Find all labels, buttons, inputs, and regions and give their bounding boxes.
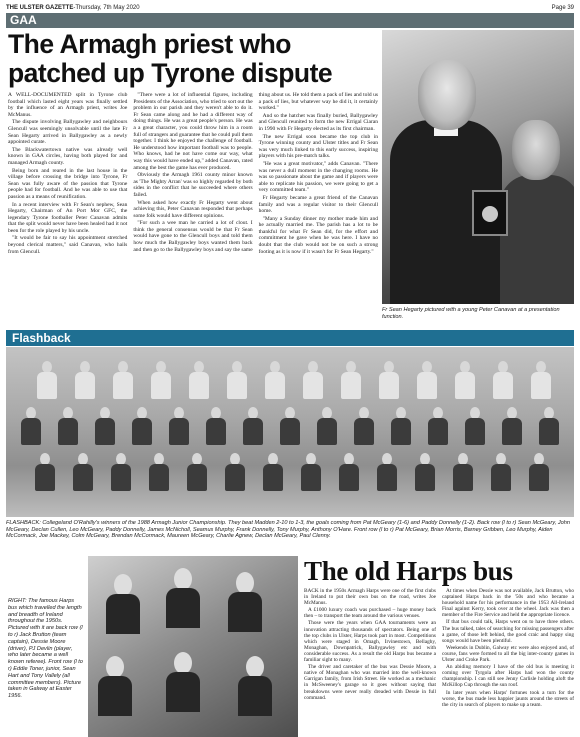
- story1-paragraph: The new Errigal soon became the top club in Tyrone winning county and Ulster titles and Fr Sean was very much linked to this early success, inspiring players with his pre-match talks.: [258, 133, 378, 160]
- flashback-bar: Flashback: [6, 330, 574, 346]
- team-player: [501, 407, 523, 445]
- team-player: [188, 361, 210, 399]
- boy-head: [512, 120, 560, 180]
- story1-paragraph: And so the hatchet was finally buried, Ballygawley and Glencull reunited to form the new Errigal Ciaran in 1990 with Fr Hegarty elected as its first chairman.: [258, 112, 378, 132]
- team-player: [427, 407, 449, 445]
- team-player: [340, 361, 362, 399]
- bus-photo-person: [238, 656, 272, 716]
- team-player: [262, 453, 284, 491]
- team-player: [150, 361, 172, 399]
- team-player: [72, 453, 94, 491]
- team-player: [338, 453, 360, 491]
- team-player: [34, 453, 56, 491]
- team-player: [538, 407, 560, 445]
- story2-paragraph: An abiding memory I have of the old bus is meeting it coming over Tyrgola after Harps had won the county championship. I can still see Jenny Carlisle holding aloft the McKillop Cup through the sun roof.: [442, 664, 574, 689]
- issue-date: Thursday, 7th May 2020: [75, 5, 140, 11]
- team-player: [302, 361, 324, 399]
- team-player: [74, 361, 96, 399]
- story1-paragraph: The dispute involving Ballygawley and neighbours Glencull was seemingly unsolvable until the late Fr Sean Hegarty arrived in Ballygawley as a newly appointed curate.: [8, 119, 128, 146]
- page-number: Page 39: [551, 5, 574, 11]
- team-player: [94, 407, 116, 445]
- team-player: [300, 453, 322, 491]
- team-player: [186, 453, 208, 491]
- team-player: [242, 407, 264, 445]
- bus-photo-person: [106, 574, 140, 634]
- story2-paragraph: Those were the years when GAA tournaments were an innovation attracting thousands of spectators. Being one of the top clubs in Ulster, Harps took part in most. Competitions which were staged in Omagh, Irvinestown, Bellaghy, Monaghan, Downpatrick, Ballygawley etc and with considerable success. As a result the old Harps bus became a familiar sight to many.: [304, 620, 436, 664]
- team-player: [490, 453, 512, 491]
- story2-paragraph: If that bus could talk, Harps went on to have three others. The bus talked, tales of searching for missing passengers after a game, of those left behind, the good craic and happy sing songs would have been plentiful.: [442, 619, 574, 644]
- team-player: [353, 407, 375, 445]
- team-player: [20, 407, 42, 445]
- story1-paragraph: "Many a Sunday dinner my mother made him and he actually married me. The parish has a lot to be thankful for what Fr Sean did, for the effort and commitment he gave when he was here. I have no doubt that the club would not be on such a strong footing as it is now if it wasn't for Fr Sean Hegarty.": [258, 215, 378, 255]
- team-player: [224, 453, 246, 491]
- team-player: [528, 453, 550, 491]
- story2-paragraph: In later years when Harps' fortunes took a turn for the worse, the bus made less happier jaunts around the streets of the city in search of players to make up a team.: [442, 689, 574, 708]
- team-player: [390, 407, 412, 445]
- story1-paragraph: Obviously the Armagh 1961 county minor known as 'The Mighty Arran' was so highly regarded by both sides in the conflict that he succeeded where others failed.: [133, 172, 253, 198]
- team-player: [492, 361, 514, 399]
- story1-paragraph: In a recent interview with Fr Sean's nephew, Sean Hegarty, Chairman of An Port Mor GFC, the legendary Tyrone footballer Peter Canavan admits that the split would never have been healed had it not been for the role played by his uncle.: [8, 201, 128, 234]
- story1-body: [8, 92, 378, 324]
- story2-body: [304, 588, 574, 736]
- team-player: [36, 361, 58, 399]
- team-player: [226, 361, 248, 399]
- section-bar: GAA: [6, 13, 574, 28]
- team-player: [454, 361, 476, 399]
- team-player: [131, 407, 153, 445]
- team-player: [112, 361, 134, 399]
- bus-photo-person: [228, 572, 262, 632]
- team-player: [530, 361, 552, 399]
- harps-bus-photo: [88, 556, 298, 737]
- masthead-left: THE ULSTER GAZETTE-Thursday, 7th May 2020: [6, 5, 140, 11]
- team-player: [264, 361, 286, 399]
- story2-paragraph: At times when Dessie was not available, Jack Brutton, who captained Harps back in the '50s and who became a household name for his performance in the 1953 All-Ireland Final against Kerry, took over at the wheel. Jack was then a member of the Fire Service and held the appropriate licence.: [442, 588, 574, 619]
- story2-paragraph: The driver and caretaker of the bus was Dessie Moore, a native of Monaghan who was married into the well-known Garrigan family, from Irish Street. He worked as a mechanic in McSweeney's garage so it goes without saying that breakdowns were never really dreaded with Dessie in full command.: [304, 664, 436, 701]
- team-player: [414, 453, 436, 491]
- paper-name: THE ULSTER GAZETTE: [6, 5, 74, 11]
- team-photo: [6, 347, 574, 517]
- story2-headline: The old Harps bus: [304, 556, 513, 586]
- team-player: [57, 407, 79, 445]
- team-player: [148, 453, 170, 491]
- boy-figure: [500, 175, 574, 304]
- team-player: [168, 407, 190, 445]
- story1-paragraph: Being born and reared in the last house in the village before crossing the bridge into Tyrone, Fr Sean was fully aware of the passion that Tyrone people had for football. And he was able to use that passion as a means of reunification.: [8, 167, 128, 200]
- team-player: [110, 453, 132, 491]
- story2-paragraph: A £1000 luxury coach was purchased – huge money back then – to transport the team around the various venues.: [304, 607, 436, 620]
- story2-paragraph: BACK in the 1950s Armagh Harps were one of the first clubs in Ireland to put their own bus on the road, writes Joe McManus.: [304, 588, 436, 607]
- team-player: [378, 361, 400, 399]
- story2-paragraph: Weekends in Dublin, Galway etc were also enjoyed and, of course, fans were formed to all the big inter-county games in Ulster and Croke Park.: [442, 644, 574, 664]
- story1-paragraph: "It would be fair to say his appointment stretched beyond clerical matters," said Canavan, who hails from Glencull.: [8, 235, 128, 255]
- priest-photo: [382, 30, 574, 304]
- team-player: [376, 453, 398, 491]
- team-player: [316, 407, 338, 445]
- story1-paragraph: "There were a lot of influential figures, including Presidents of the Association, who tried to sort out the problem in our parish and they weren't able to do it. Fr Sean came along and he had a different way of doing things. He was a great people's person. He was a a great character, you could throw him in a room full of strangers and guarantee that he could pull them together. I think he enjoyed the challenge of football. He understood how important football was to people. Who knows, had he not have come our way, what way this would have ended up," added Canavan, rated among the best the game has ever produced.: [133, 92, 253, 171]
- story1-paragraph: The Blackwatertown native was already well known in GAA circles, having both played for and managed Armagh county.: [8, 146, 128, 166]
- story1-paragraph: "For such a wee man he carried a lot of clout. I think the general consensus would be that Fr Sean would have gone to the Glencull boys and told them how much the Ballygawley boys wanted them back and then go to the Ballygawley boys and say the same thing about us. He told them a pack of lies and told us a pack of lies, but whatever way he did it, it certainly worked.": [133, 92, 378, 253]
- bus-photo-caption: RIGHT: The famous Harps bus which travelled the length and breadth of Ireland throughout the 1950s. Pictured with it are back row (l to r) Jack Brutton (team captain), Dessie Moore (driver), PJ Devlin (player, who later became a well known referee). Front row (l to r) Eddie Toner, junior, Sean Hart and Tony Vallely (all committee members). Picture taken in Galway at Easter 1956.: [8, 598, 83, 700]
- team-player: [464, 407, 486, 445]
- team-player: [416, 361, 438, 399]
- masthead: [6, 3, 574, 13]
- plaque-medal: [482, 206, 498, 222]
- story1-paragraph: A WELL-DOCUMENTED split in Tyrone club football which lasted eight years was finally settled by the influence of an Armagh priest, writes Joe McManus.: [8, 92, 128, 118]
- priest-head: [418, 60, 476, 130]
- team-player: [205, 407, 227, 445]
- bus-photo-person: [98, 656, 132, 716]
- priest-photo-caption: Fr Sean Hegarty pictured with a young Peter Canavan at a presentation function.: [382, 307, 560, 320]
- story1-paragraph: "He was a great motivator," adds Canavan. "There was never a dull moment in the changing rooms. He was so passionate about the game and if players were able to replicate his passion, we were going to get a very committed team.": [258, 160, 378, 194]
- team-player: [279, 407, 301, 445]
- bus-photo-person: [166, 652, 200, 712]
- flashback-caption: FLASHBACK: Collegeland O'Rahilly's winners of the 1988 Armagh Junior Championship. They beat Madden 2-10 to 1-3, the goals coming from Pat McGeary (1-6) and Paddy Donnelly (1-2). Back row (l to r) Sean McGeary, John McGeary, Declan Cullen, Leo McGeary, Paddy Donnelly, James McNicholl, Seamus Murphy, Frank Donnelly, Tony Murphy, Anthony O'Hare. Front row (l to r) Pat McGeary, Brian Morris, Barney Gribben, Leo Murphy, Aiden McCormack, Joe Mackey, Colm McGeary, Brendan McCormack, Maureen McGeary, Charlie Agnew, Declan McGeary, Paul Clenny.: [6, 520, 570, 540]
- team-player: [452, 453, 474, 491]
- story1-headline: The Armagh priest who patched up Tyrone dispute: [8, 29, 333, 88]
- story1-paragraph: Fr Hegarty became a great friend of the Canavan family and was a regular visitor to their Glencull home.: [258, 194, 378, 215]
- story1-paragraph: When asked how exactly Fr Hegarty went about achieving this, Peter Canavan responded that perhaps some folk would have different opinions.: [133, 199, 253, 219]
- bus-photo-person: [166, 568, 200, 628]
